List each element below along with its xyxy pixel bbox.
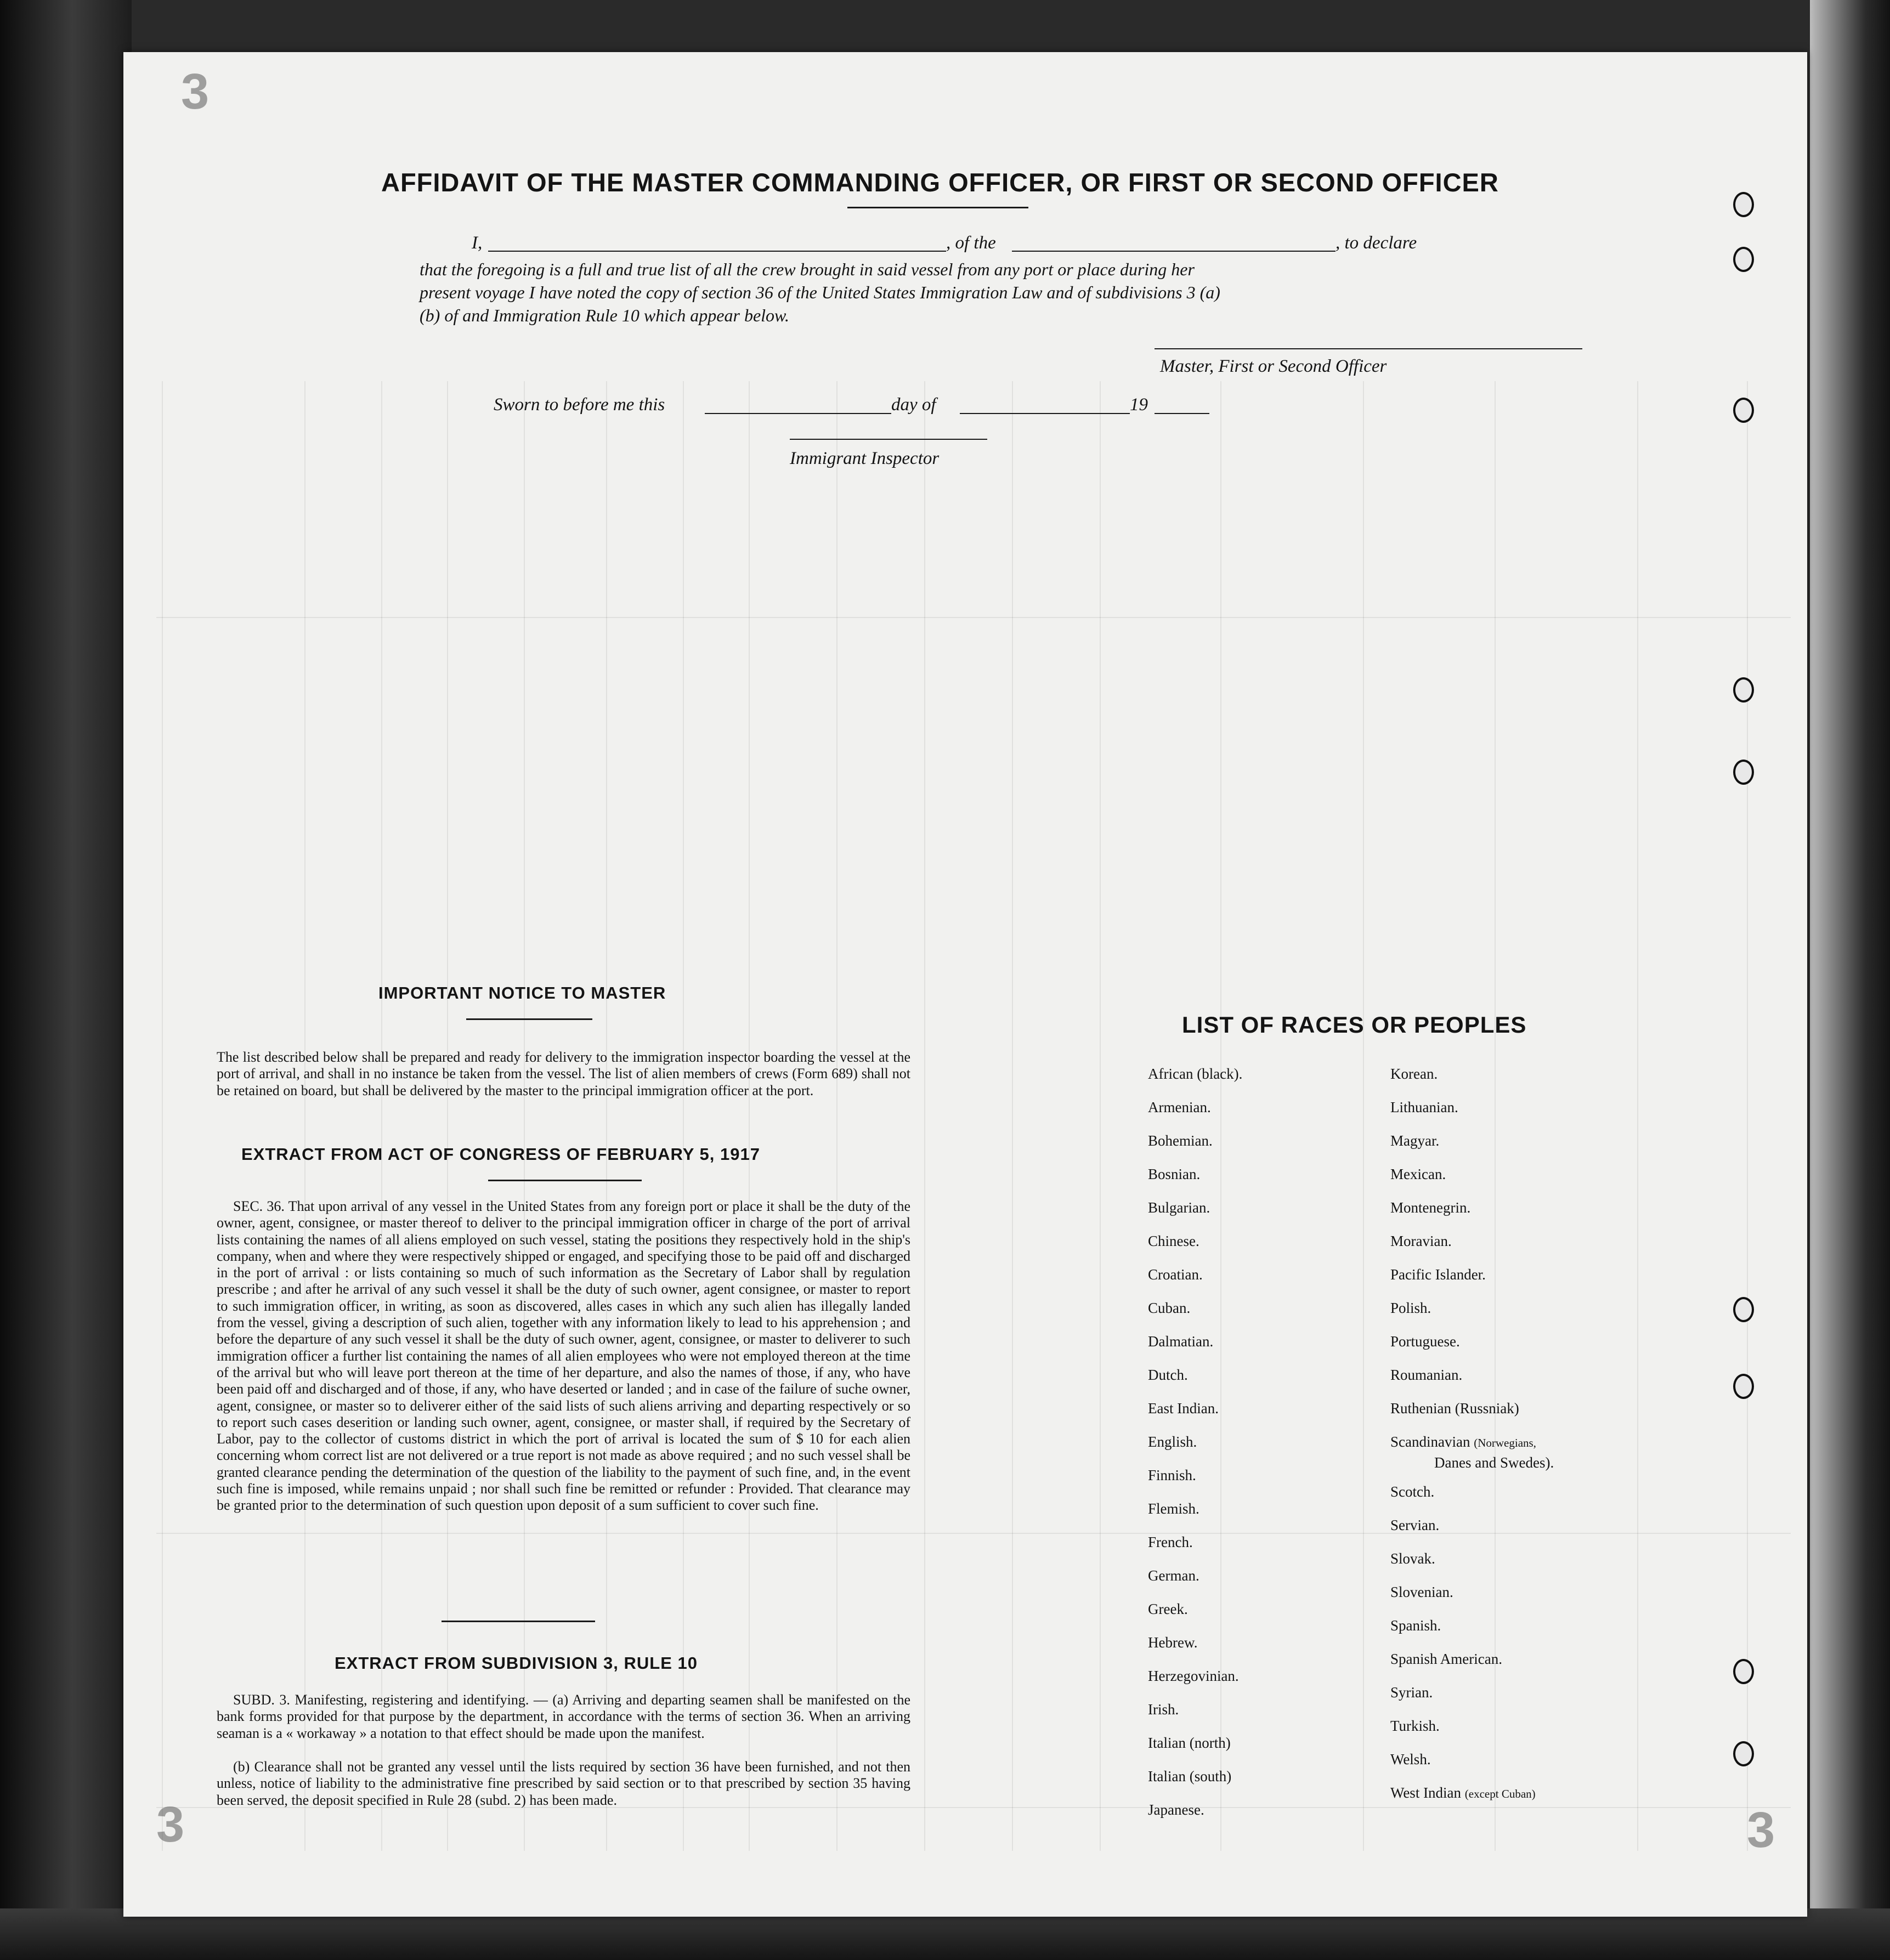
race-item: Japanese. [1148, 1802, 1204, 1818]
race-item: Montenegrin. [1390, 1199, 1471, 1216]
act-extract-title: EXTRACT FROM ACT OF CONGRESS OF FEBRUARY 5, 1917 [241, 1145, 760, 1164]
master-name-blank [488, 251, 946, 252]
punch-hole [1733, 192, 1754, 217]
race-item: German. [1148, 1567, 1199, 1584]
bleed-rule [836, 381, 838, 1851]
affidavit-to-declare-label: , to declare [1336, 233, 1417, 253]
race-item: Cuban. [1148, 1300, 1191, 1316]
race-item: Spanish American. [1390, 1651, 1502, 1667]
bleed-rule [304, 381, 305, 1851]
bleed-rule [156, 617, 1791, 618]
punch-hole [1733, 677, 1754, 703]
race-item: East Indian. [1148, 1400, 1219, 1417]
bleed-rule [524, 381, 525, 1851]
bleed-rule [1495, 381, 1496, 1851]
race-item: Scotch. [1390, 1483, 1435, 1500]
affidavit-i-label: I, [472, 233, 483, 253]
race-item: French. [1148, 1534, 1193, 1550]
race-item: Italian (north) [1148, 1735, 1231, 1751]
race-item: English. [1148, 1434, 1197, 1450]
document-page [123, 52, 1807, 1917]
race-item: African (black). [1148, 1066, 1243, 1082]
race-item-note: (except Cuban) [1464, 1787, 1536, 1800]
race-item: Finnish. [1148, 1467, 1196, 1483]
bleed-rule [1747, 381, 1748, 1851]
page-number-tag: 3 [156, 1797, 185, 1853]
sworn-year-blank [1155, 413, 1209, 414]
sworn-day-blank [705, 413, 891, 414]
race-item: Syrian. [1390, 1684, 1433, 1701]
race-item: Polish. [1390, 1300, 1431, 1316]
sworn-month-blank [960, 413, 1130, 414]
race-item-continuation: Danes and Swedes). [1434, 1454, 1554, 1471]
punch-hole [1733, 1741, 1754, 1766]
bleed-rule [1100, 381, 1101, 1851]
race-item: Lithuanian. [1390, 1099, 1458, 1115]
bleed-rule [683, 381, 684, 1851]
affidavit-of-the-label: , of the [946, 233, 996, 253]
race-item: Croatian. [1148, 1266, 1203, 1283]
races-title: LIST OF RACES OR PEOPLES [1182, 1012, 1527, 1038]
scan-border-left [0, 0, 132, 1960]
act-extract-text: SEC. 36. That upon arrival of any vessel in the United States from any foreign port or place it shall be the duty of the owner, agent, consignee, or master thereof to deliver to the principal immigration officer in charge of the port of arrival lists containing the names of all aliens employed on such vessel, stating the positions they respectively hold in the ship's company, when and where they were respectively shipped or engaged, and specifying those to be paid off and discharged in the port of arrival : or lists containing so much of such information as the Secretary of Labor shall by regulation prescribe ; and after he arrival of any such vessel it shall be the duty of such owner, agent consignee, or master to report to such immigration officer, in writing, as soon as discovered, alles cases in which any such alien has illegally landed from the vessel, giving a description of such alien, together with any information likely to lead to his apprehension ; and before the departure of any such vessel it shall be the duty of such owner, agent, consignee, or master to deliverer to such immigration officer a further list containing the names of all alien employees who were not employed thereon at the time of the arrival but who will leave port thereon at the time of her departure, and also the names of those, if any, who have been paid off and discharged and of those, if any, who have deserted or landed ; and in case of the failure of suche owner, agent, consignee, or master so to deliverer either of the said lists of such aliens arriving and departing respectively or so to report such cases deserition or landing such owner, agent, consignee, or master shall, if required by the Secretary of Labor, pay to the collector of customs district in which the port of arrival is located the sum of $ 10 for each alien concerning whom correct list are not delivered or a true report is not made as above required ; and no such vessel shall be granted clearance pending the determination of the question of the liability to the payment of such fine, and, in the event such fine is imposed, while remains unpaid ; nor shall such fine be remitted or refunder : Provided. That clearance may be granted prior to the determination of such question upon deposit of a sum sufficient to cover such fine. [217, 1198, 910, 1514]
race-item: Mexican. [1390, 1166, 1446, 1182]
rule-extract-text-b: (b) Clearance shall not be granted any vessel until the lists required by section 36 have been furnished, and not then unless, notice of liability to the administrative fine prescribed by said section or to that prescribed by section 35 having been served, the deposit specified in Rule 28 (subd. 2) has been made. [217, 1759, 910, 1808]
race-item: Roumanian. [1390, 1367, 1463, 1383]
race-item: Flemish. [1148, 1500, 1199, 1517]
sworn-label: Sworn to before me this [494, 395, 665, 415]
race-item: Moravian. [1390, 1233, 1452, 1249]
rule-extract-text-a: SUBD. 3. Manifesting, registering and identifying. — (a) Arriving and departing seamen shall be manifested on the bank forms provided for that purpose by the department, in accordance with the terms of section 36. When an arriving seaman is a « workaway » a notation to that effect should be made upon the manifest. [217, 1692, 910, 1741]
notice-text: The list described below shall be prepared and ready for delivery to the immigration inspector boarding the vessel at the port of arrival, and shall in no instance be taken from the vessel. The list of alien members of crews (Form 689) shall not be retained on board, but shall be delivered by the master to the principal immigration officer at the port. [217, 1049, 910, 1098]
race-item: Turkish. [1390, 1718, 1440, 1734]
master-signature-blank [1155, 348, 1582, 349]
race-item: Korean. [1390, 1066, 1438, 1082]
bleed-rule [606, 381, 607, 1851]
year-prefix: 19 [1130, 395, 1148, 415]
scan-border-right [1810, 0, 1890, 1960]
race-item: Armenian. [1148, 1099, 1211, 1115]
race-item: Dalmatian. [1148, 1333, 1214, 1350]
race-item-label: West Indian [1390, 1785, 1462, 1801]
bleed-rule [1012, 381, 1013, 1851]
inspector-signature-blank [790, 439, 987, 440]
punch-hole [1733, 1374, 1754, 1399]
affidavit-body-line1: that the foregoing is a full and true list of all the crew brought in said vessel from any port or place during her [420, 259, 1195, 279]
bleed-rule [1220, 381, 1221, 1851]
race-item: Pacific Islander. [1390, 1266, 1486, 1283]
master-signature-label: Master, First or Second Officer [1160, 356, 1387, 376]
race-item: Chinese. [1148, 1233, 1199, 1249]
punch-hole [1733, 398, 1754, 423]
bleed-rule [162, 381, 163, 1851]
vessel-name-blank [1012, 251, 1336, 252]
race-item: Slovenian. [1390, 1584, 1453, 1600]
bleed-rule [1637, 381, 1638, 1851]
punch-hole [1733, 1659, 1754, 1684]
bleed-rule [749, 381, 750, 1851]
race-item: Servian. [1390, 1517, 1440, 1533]
race-item: Spanish. [1390, 1617, 1441, 1634]
bleed-rule [924, 381, 925, 1851]
race-item: Hebrew. [1148, 1634, 1198, 1651]
day-of-label: day of [891, 395, 936, 415]
race-item: Italian (south) [1148, 1768, 1232, 1785]
race-item: Welsh. [1390, 1751, 1431, 1768]
punch-hole [1733, 247, 1754, 272]
race-item: Bosnian. [1148, 1166, 1201, 1182]
affidavit-body-line2: present voyage I have noted the copy of section 36 of the United States Immigration Law and of subdivisions 3 (a) [420, 282, 1220, 302]
bleed-rule [447, 381, 448, 1851]
act-extract-underline [488, 1180, 642, 1181]
race-item: Slovak. [1390, 1550, 1435, 1567]
page-number-tag: 3 [181, 64, 210, 120]
race-item: Ruthenian (Russniak) [1390, 1400, 1519, 1417]
race-item: Dutch. [1148, 1367, 1188, 1383]
page-number-tag: 3 [1747, 1802, 1775, 1858]
race-item: Greek. [1148, 1601, 1188, 1617]
race-item-note: (Norwegians, [1474, 1436, 1536, 1449]
title-underline [847, 207, 1028, 208]
punch-hole [1733, 1297, 1754, 1322]
bleed-rule [381, 381, 382, 1851]
race-item: Bohemian. [1148, 1132, 1213, 1149]
race-item: Irish. [1148, 1701, 1179, 1718]
race-item-scandinavian [1390, 1434, 1536, 1451]
race-item: Portuguese. [1390, 1333, 1460, 1350]
bleed-rule [1363, 381, 1364, 1851]
race-item: Magyar. [1390, 1132, 1440, 1149]
rule-extract-title: EXTRACT FROM SUBDIVISION 3, RULE 10 [335, 1653, 698, 1673]
race-item-west-indian [1390, 1785, 1536, 1802]
affidavit-body-line3: (b) of and Immigration Rule 10 which appear below. [420, 305, 789, 325]
notice-title: IMPORTANT NOTICE TO MASTER [378, 983, 666, 1002]
bleed-rule [156, 1533, 1791, 1534]
inspector-label: Immigrant Inspector [790, 449, 940, 468]
rule-extract-divider [442, 1621, 595, 1622]
race-item-label: Scandinavian [1390, 1434, 1470, 1450]
race-item: Bulgarian. [1148, 1199, 1210, 1216]
affidavit-title: AFFIDAVIT OF THE MASTER COMMANDING OFFICER, OR FIRST OR SECOND OFFICER [381, 168, 1499, 197]
race-item: Herzegovinian. [1148, 1668, 1239, 1684]
notice-underline [466, 1018, 592, 1020]
punch-hole [1733, 760, 1754, 785]
